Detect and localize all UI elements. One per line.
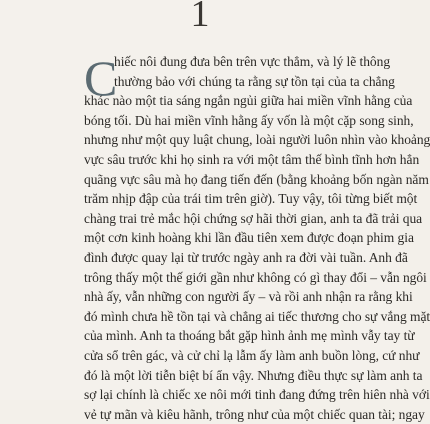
chapter-body-paragraph bbox=[84, 50, 430, 422]
text-line-5: nhưng như một quy luật chung, loài người luôn nhìn vào khoảng bbox=[84, 132, 430, 148]
text-line-15: của mình. Anh ta thoáng bắt gặp hình ảnh mẹ mình vẫy tay từ bbox=[84, 328, 415, 344]
text-line-18: sợ lại chính là chiếc xe nôi mới tinh đang đứng trên hiên nhà với bbox=[84, 387, 430, 403]
text-line-11: đình được quay lại từ trước ngày anh ra đời vài tuần. Anh đã bbox=[84, 249, 408, 265]
chapter-number: 1 bbox=[190, 0, 210, 35]
text-line-12: trông thấy một thế giới gần như không có gì thay đổi – vẫn ngôi bbox=[84, 269, 427, 285]
text-line-4: bóng tối. Dù hai miền vĩnh hằng ấy vốn là một cặp song sinh, bbox=[84, 112, 414, 128]
text-line-16: cửa sổ trên gác, và cử chỉ lạ lẫm ấy làm anh buồn lòng, cứ như bbox=[84, 347, 420, 363]
text-line-7: quãng vực sâu mà họ đang tiến đến (bằng khoảng bốn ngàn năm bbox=[84, 171, 429, 187]
text-line-8: trăm nhịp đập của trái tim trên giờ). Tuy vậy, tôi từng biết một bbox=[84, 191, 418, 207]
text-line-17: đó là một lời tiễn biệt bí ẩn vậy. Nhưng điều thực sự làm anh ta bbox=[84, 367, 423, 383]
text-line-10: một cơn kinh hoàng khi lần đầu tiên xem được đoạn phim gia bbox=[84, 230, 414, 246]
text-line-19-partial: vẻ tự mãn và kiêu hãnh, trông như của một chiếc quan tài; ngay bbox=[84, 406, 425, 422]
text-line-13: nhà ấy, vẫn những con người ấy – và rồi anh nhận ra rằng khi bbox=[84, 289, 413, 305]
drop-cap-letter: C bbox=[84, 50, 118, 106]
line-text: hiếc nôi đung đưa bên trên vực thẳm, và lý lẽ thông bbox=[114, 54, 391, 69]
text-line-14: đó mình chưa hề tồn tại và chẳng ai tiếc thương cho sự vắng mặt bbox=[84, 308, 430, 324]
text-line-2: thường bảo với chúng ta rằng sự tồn tại của ta chẳng bbox=[114, 73, 395, 89]
text-line-3: khác nào một tia sáng ngắn ngủi giữa hai miền vĩnh hằng của bbox=[84, 93, 413, 109]
text-line-6: vực sâu trước khi họ sinh ra với một tâm thế bình tĩnh hơn hẳn bbox=[84, 151, 420, 167]
text-line-9: chàng trai trẻ mắc hội chứng sợ hãi thời gian, anh ta đã trải qua bbox=[84, 210, 423, 226]
